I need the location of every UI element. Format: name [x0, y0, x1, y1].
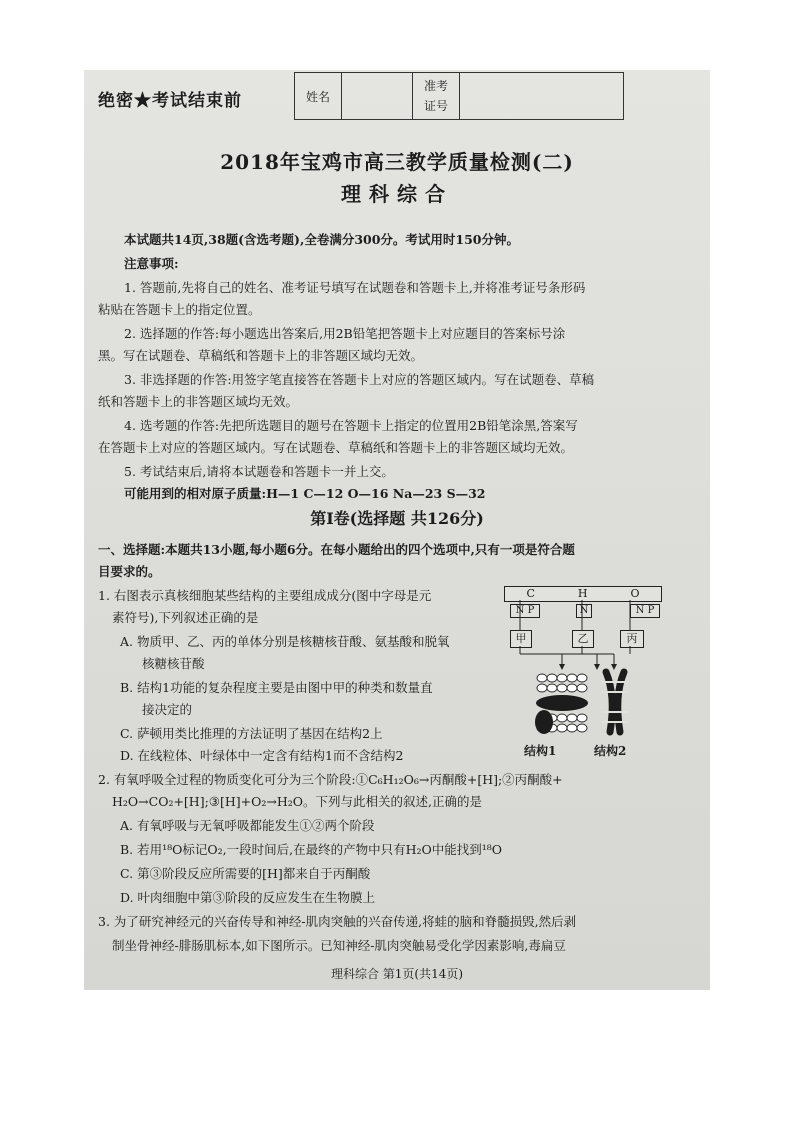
q1-option-b: 接决定的: [142, 702, 193, 717]
notice-line: 黑。写在试题卷、草稿纸和答题卡上的非答题区域均无效。: [98, 348, 424, 363]
notice-heading: 注意事项:: [124, 256, 179, 271]
q3-stem: 3. 为了研究神经元的兴奋传导和神经-肌肉突触的兴奋传递,将蛙的脑和脊髓损毁,然后剥: [98, 914, 577, 929]
q2-stem: H₂O→CO₂+[H];③[H]+O₂→H₂O。下列与此相关的叙述,正确的是: [112, 794, 482, 809]
candidate-info-box: [294, 72, 624, 120]
substance-jia: 甲: [510, 630, 532, 648]
structure1-label: 结构1: [524, 744, 557, 758]
chromosome-icon: [602, 672, 628, 732]
notice-line: 4. 选考题的作答:先把所选题目的题号在答题卡上指定的位置用2B铅笔涂黑,答案写: [124, 418, 578, 433]
q2-option-a: A. 有氧呼吸与无氧呼吸都能发生①②两个阶段: [120, 818, 375, 833]
q1-option-a: A. 物质甲、乙、丙的单体分别是核糖核苷酸、氨基酸和脱氧: [120, 634, 450, 649]
notice-line: 1. 答题前,先将自己的姓名、准考证号填写在试题卷和答题卡上,并将准考证号条形码: [124, 280, 586, 295]
structure2-label: 结构2: [594, 744, 627, 758]
exam-title: 2018年宝鸡市高三教学质量检测(二): [220, 150, 574, 174]
diagram-graphics: [502, 586, 666, 762]
q1-stem: 1. 右图表示真核细胞某些结构的主要组成成分(图中字母是元: [98, 588, 432, 603]
exam-id-field[interactable]: [460, 73, 623, 119]
section-instructions: 目要求的。: [98, 564, 161, 579]
section-instructions: 一、选择题:本题共13小题,每小题6分。在每小题给出的四个选项中,只有一项是符合题: [98, 542, 575, 557]
confidential-label: 绝密★考试结束前: [98, 91, 242, 111]
notice-line: 在答题卡上对应的答题区域内。写在试题卷、草稿纸和答题卡上的非答题区域均无效。: [98, 440, 574, 455]
substance-bing: 丙: [620, 630, 644, 648]
np-left-box: N P: [510, 604, 540, 618]
atomic-masses: 可能用到的相对原子质量:H—1 C—12 O—16 Na—23 S—32: [124, 486, 486, 501]
notice-line: 纸和答题卡上的非答题区域均无效。: [98, 394, 299, 409]
q1-option-d: D. 在线粒体、叶绿体中一定含有结构1而不含结构2: [120, 748, 404, 763]
exam-id-label: 准考 证号: [413, 73, 460, 119]
q2-option-b: B. 若用¹⁸O标记O₂,一段时间后,在最终的产物中只有H₂O中能找到¹⁸O: [120, 842, 503, 857]
q2-option-d: D. 叶肉细胞中第③阶段的反应发生在生物膜上: [120, 890, 376, 905]
n-mid-box: N: [576, 604, 592, 618]
q1-option-c: C. 萨顿用类比推理的方法证明了基因在结构2上: [120, 726, 383, 741]
section-title: 第Ⅰ卷(选择题 共126分): [310, 509, 484, 528]
notice-line: 5. 考试结束后,请将本试题卷和答题卡一并上交。: [124, 464, 394, 479]
q3-stem: 制坐骨神经-腓肠肌标本,如下图所示。已知神经-肌肉突触易受化学因素影响,毒扁豆: [112, 938, 566, 953]
q2-option-c: C. 第③阶段反应所需要的[H]都来自于丙酮酸: [120, 866, 371, 881]
cell-structure-diagram: [502, 586, 666, 762]
exam-page: [84, 70, 710, 990]
q1-option-b: B. 结构1功能的复杂程度主要是由图中甲的种类和数量直: [120, 680, 433, 695]
name-field[interactable]: [342, 73, 413, 119]
np-right-box: N P: [630, 604, 660, 618]
q1-stem: 素符号),下列叙述正确的是: [112, 610, 259, 625]
notice-line: 2. 选择题的作答:每小题选出答案后,用2B铅笔把答题卡上对应题目的答案标号涂: [124, 326, 566, 341]
elements-box: C H O: [504, 586, 662, 602]
q2-stem: 2. 有氧呼吸全过程的物质变化可分为三个阶段:①C₆H₁₂O₆→丙酮酸+[H];②丙酮酸+: [98, 772, 563, 787]
notice-line: 粘贴在答题卡上的指定位置。: [98, 302, 261, 317]
page-footer: 理科综合 第1页(共14页): [330, 967, 464, 981]
notice-line: 3. 非选择题的作答:用签字笔直接答在答题卡上对应的答题区域内。写在试题卷、草稿: [124, 372, 595, 387]
substance-yi: 乙: [572, 630, 594, 648]
q1-option-a: 核糖核苷酸: [142, 656, 205, 671]
exam-summary: 本试题共14页,38题(含选考题),全卷满分300分。考试用时150分钟。: [124, 232, 520, 247]
name-label: 姓名: [295, 73, 342, 119]
exam-subtitle: 理科综合: [341, 182, 453, 206]
